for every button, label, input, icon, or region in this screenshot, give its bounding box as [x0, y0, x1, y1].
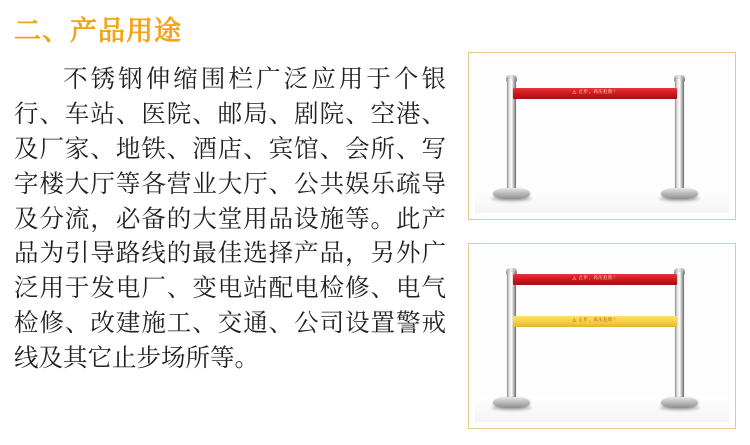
product-photo-1	[475, 59, 729, 213]
warning-triangle-icon: ⚠	[572, 276, 577, 282]
warning-belt-red-1	[513, 88, 677, 99]
barrier-post-right-2	[673, 272, 686, 408]
warning-belt-red-2	[513, 274, 677, 285]
post-tube	[507, 272, 516, 399]
post-base	[661, 397, 698, 408]
warning-triangle-icon: ⚠	[572, 318, 577, 324]
post-base	[661, 188, 698, 199]
product-photo-panel-1	[468, 52, 736, 220]
product-photo-2	[475, 250, 729, 422]
body-paragraph: 不锈钢伸缩围栏广泛应用于个银行、车站、医院、邮局、剧院、空港、及厂家、地铁、酒店、宾馆、会所、写字楼大厅等各营业大厅、公共娱乐疏导及分流，必备的大堂用品设施等。此产品为引导路线的最佳选择产品，另外广泛用于发电厂、变电站配电检修、电气检修、改建施工、交通、公司设置警戒线及其它止步场所等。	[14, 64, 446, 372]
post-base	[493, 397, 530, 408]
post-base	[493, 188, 530, 199]
text-column	[14, 16, 446, 375]
section-title: 二、产品用途	[14, 16, 182, 47]
warning-triangle-icon: ⚠	[572, 90, 577, 96]
product-photo-panel-2	[468, 243, 736, 429]
belt-warning-text: 止步，高压危险！	[578, 90, 618, 96]
belt-warning-text: 止步，高压危险！	[578, 318, 618, 324]
post-tube	[675, 272, 684, 399]
warning-belt-yellow-2	[513, 316, 677, 327]
belt-warning-text: 止步，高压危险！	[578, 276, 618, 282]
barrier-post-left-2	[505, 272, 518, 408]
